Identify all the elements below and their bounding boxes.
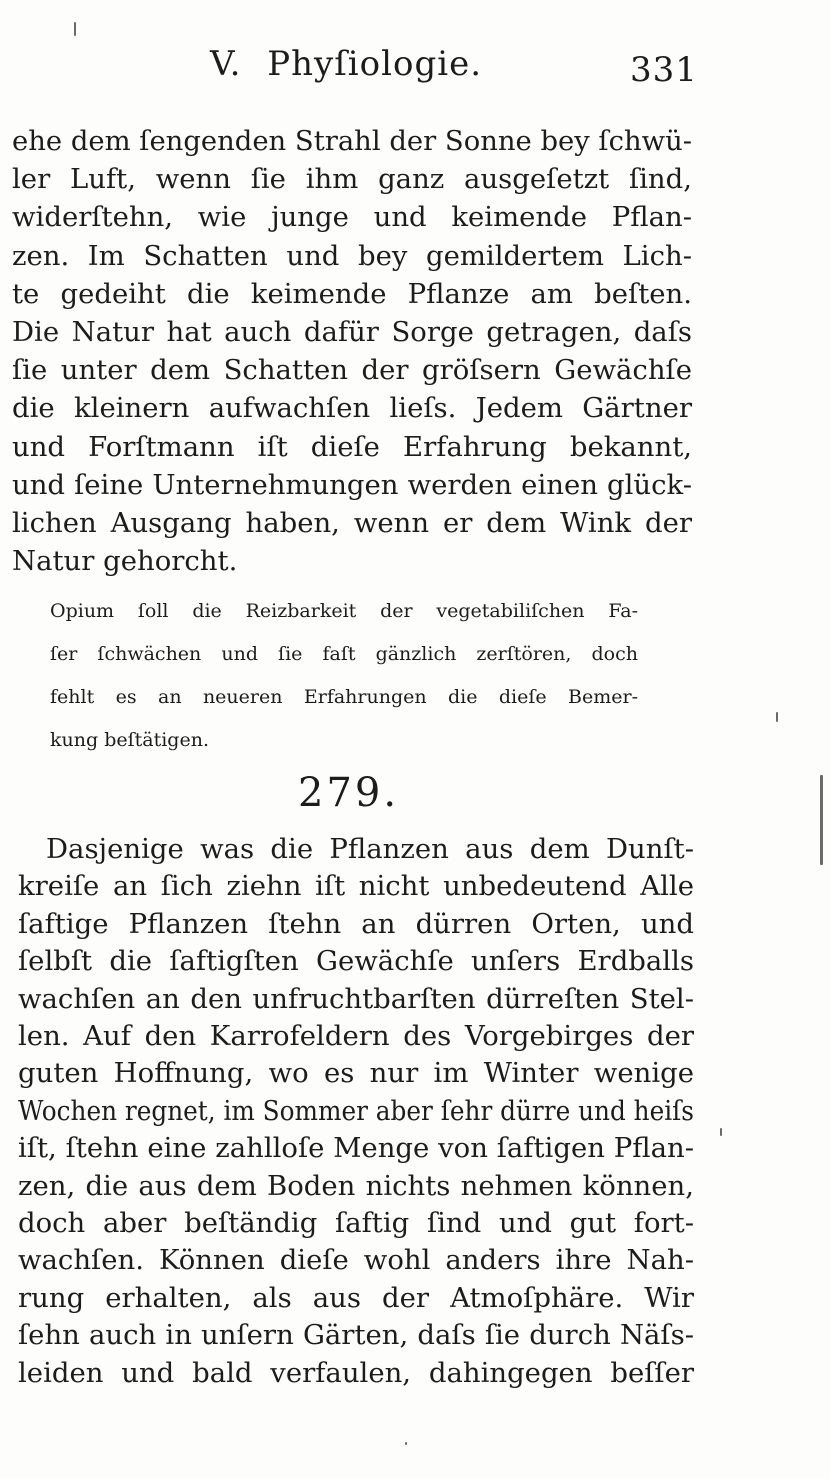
note-line: Opium ſoll die Reizbarkeit der vegetabiliſchen Fa- [50, 600, 638, 622]
text-line: kreiſe an ſich ziehn iſt nicht unbedeutend Alle [18, 870, 694, 903]
text-line: ſie unter dem Schatten der gröſsern Gewächſe [12, 354, 692, 387]
running-head: V. Phyſiologie. [210, 44, 483, 84]
text-line: zen, die aus dem Boden nichts nehmen können, [18, 1169, 694, 1202]
speck [720, 1128, 722, 1136]
page-header [0, 44, 830, 104]
text-line: ſehn auch in unſern Gärten, daſs ſie durch Näſs- [18, 1319, 694, 1352]
text-line: doch aber beſtändig ſaftig ſind und gut fort- [18, 1207, 694, 1239]
text-line: rung erhalten, als aus der Atmoſphäre. Wir [18, 1281, 694, 1314]
speck [820, 775, 823, 865]
text-line: wachſen. Können dieſe wohl anders ihre Nah- [18, 1244, 694, 1277]
note-line: ſer ſchwächen und ſie faſt gänzlich zerſtören, doch [50, 643, 638, 665]
speck [405, 1442, 407, 1445]
text-line: wachſen an den unfruchtbarſten dürreſten Stel- [18, 982, 694, 1015]
text-line: guten Hoffnung, wo es nur im Winter wenige [18, 1057, 694, 1090]
text-line: lichen Ausgang haben, wenn er dem Wink der [12, 507, 692, 539]
note-line: kung beſtätigen. [50, 729, 209, 751]
speck [776, 712, 778, 722]
text-line: Wochen regnet, im Sommer aber ſehr dürre und heiſs [18, 1094, 694, 1127]
text-line: zen. Im Schatten und bey gemildertem Lich- [12, 239, 692, 272]
note-line: fehlt es an neueren Erfahrungen die dieſe Bemer- [50, 686, 638, 708]
text-line: widerſtehn, wie junge und keimende Pflan- [12, 201, 692, 234]
text-line: ler Luft, wenn ſie ihm ganz ausgeſetzt ſind, [12, 163, 692, 196]
page-number: 331 [630, 50, 698, 90]
text-line: und Forſtmann iſt dieſe Erfahrung bekannt, [12, 430, 692, 463]
text-line: len. Auf den Karrofeldern des Vorgebirges der [18, 1020, 694, 1052]
text-line: leiden und bald verfaulen, dahingegen beſſer [18, 1356, 694, 1389]
text-line: ſelbſt die ſaftigſten Gewächſe unſers Erdballs [18, 945, 694, 978]
text-line: Dasjenige was die Pflanzen aus dem Dunſt- [46, 833, 694, 865]
speck [74, 22, 76, 36]
text-line: die kleinern aufwachſen lieſs. Jedem Gärtner [12, 392, 692, 425]
text-line: iſt, ſtehn eine zahlloſe Menge von ſaftigen Pflan- [18, 1132, 694, 1165]
text-line: ehe dem ſengenden Strahl der Sonne bey ſchwü- [12, 125, 692, 157]
text-line: Natur gehorcht. [12, 545, 238, 578]
text-line: und ſeine Unternehmungen werden einen glück- [12, 468, 692, 501]
text-line: te gedeiht die keimende Pflanze am beſten. [12, 277, 692, 310]
text-line: ſaftige Pflanzen ſtehn an dürren Orten, und [18, 907, 694, 940]
text-line: Die Natur hat auch dafür Sorge getragen, daſs [12, 316, 692, 348]
section-number: 279. [298, 770, 400, 816]
